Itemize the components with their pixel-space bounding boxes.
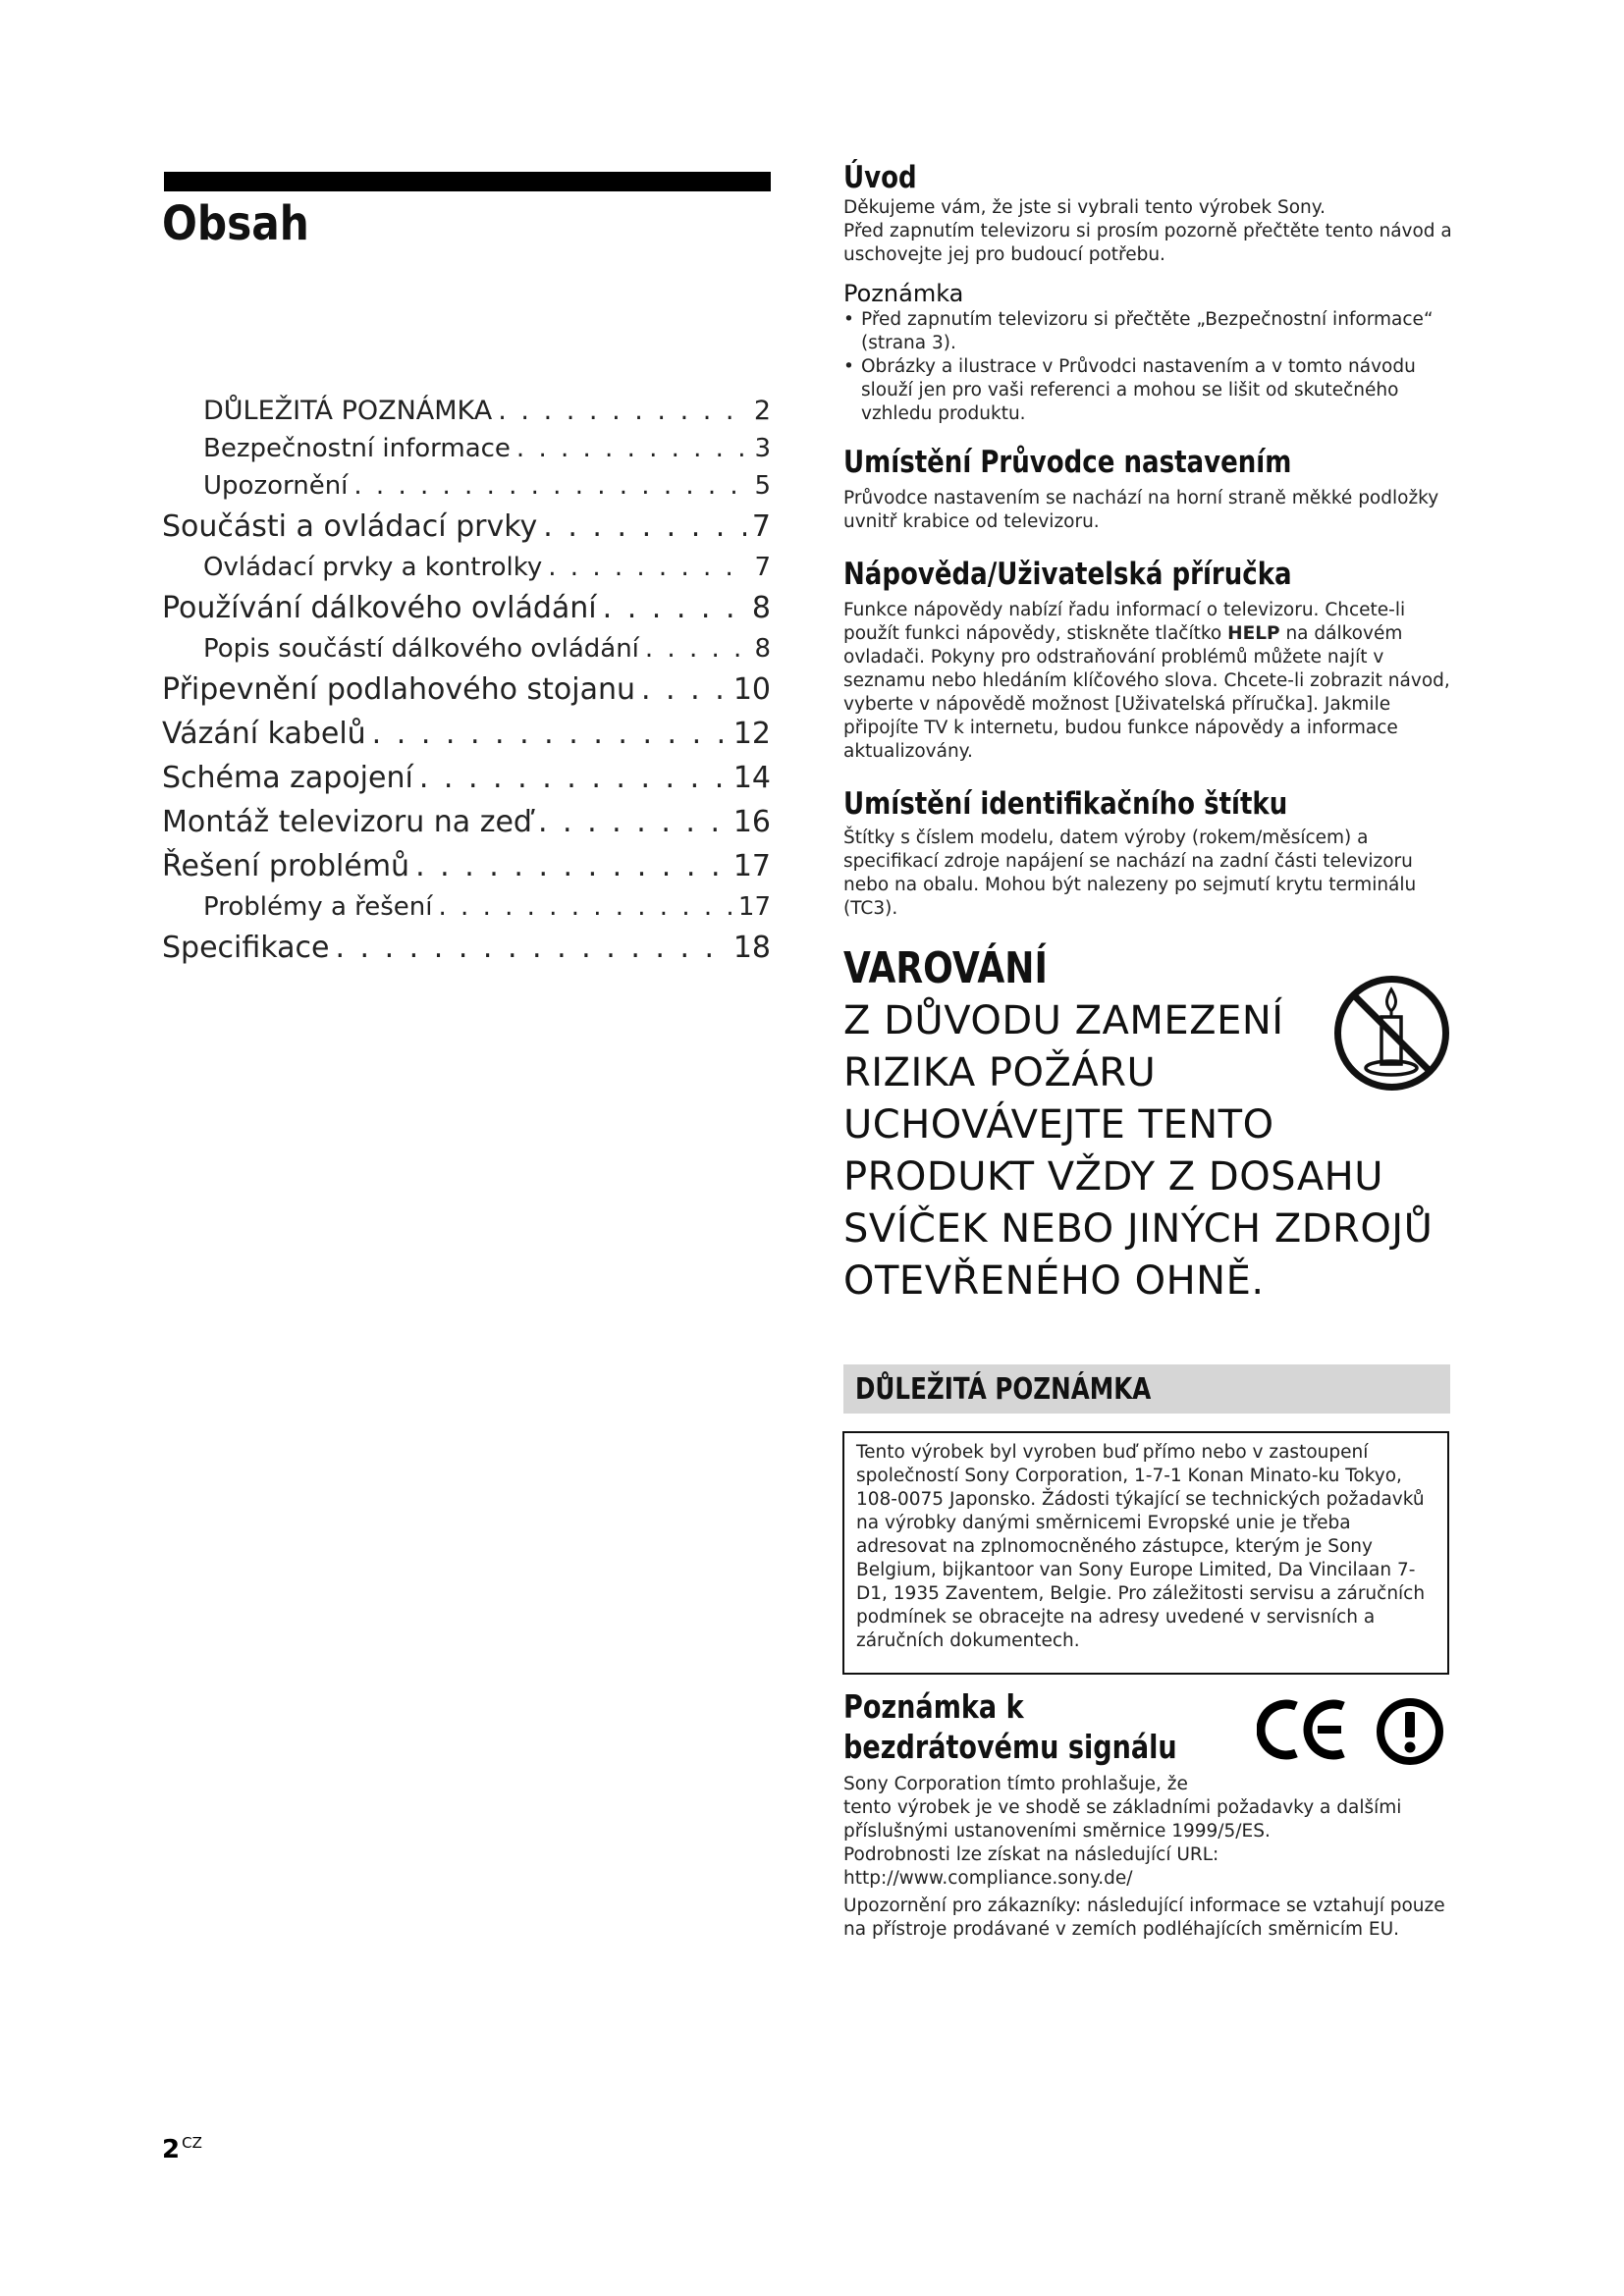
toc-entry[interactable] [162,926,771,970]
help-heading: Nápověda/Uživatelská příručka [843,557,1292,592]
customer-note: Upozornění pro zákazníky: následující informace se vztahují pouze na přístroje prodávané v zemích podléhajících směrnicím EU. [843,1896,1445,1940]
toc-entry[interactable] [162,712,771,756]
toc-entry-label: Bezpečnostní informace [203,434,511,463]
toc-title: Obsah [162,196,309,251]
toc-entry-page: 17 [732,849,771,883]
toc-entry-label: Připevnění podlahového stojanu [162,672,635,707]
warning-line: UCHOVÁVEJTE TENTO [843,1102,1274,1148]
help-text-part: na dálkovém ovladači. Pokyny pro odstraňování problémů můžete najít v seznamu nebo hledáním klíčového slova. Chcete-li zobrazit návod, vyberte v nápovědě možnost [Uživatelská příručka]. Jakmile připojíte TV k internetu, budou funkce nápovědy a informace aktualizovány. [843,623,1450,762]
toc-entry-label: Specifikace [162,931,330,965]
toc-entry-page: 5 [754,471,771,501]
toc-entry-page: 8 [751,591,771,625]
title-rule [164,172,771,191]
intro-text: Před zapnutím televizoru si prosím pozorně přečtěte tento návod a uschovejte jej pro budoucí potřebu. [843,221,1452,265]
ce-mark-icon [1257,1698,1350,1761]
important-notice-title: DŮLEŽITÁ POZNÁMKA [855,1372,1152,1407]
wireless-heading: Poznámka k bezdrátovému signálu [843,1687,1177,1766]
page-number [162,2134,202,2164]
page-number-value: 2 [162,2135,181,2164]
warning-line: Z DŮVODU ZAMEZENÍ [843,998,1284,1043]
note-bullet: • Obrázky a ilustrace v Průvodci nastavením a v tomto návodu slouží jen pro vaši referenci a mohou se lišit od skutečného vzhledu produktu. [843,355,1452,426]
wireless-text: Sony Corporation tímto prohlašuje, že [843,1774,1188,1794]
table-of-contents [162,393,771,970]
toc-entry-label: Používání dálkového ovládání [162,591,597,625]
compliance-url[interactable]: http://www.compliance.sony.de/ [843,1868,1133,1889]
alert-class2-icon [1375,1696,1445,1767]
toc-entry[interactable] [162,505,771,549]
warning-line: SVÍČEK NEBO JINÝCH ZDROJŮ [843,1206,1434,1252]
help-text-part: Funkce nápovědy nabízí řadu informací o televizoru. Chcete-li použít funkci nápovědy, stiskněte tlačítko [843,600,1406,644]
warning-line: PRODUKT VŽDY Z DOSAHU [843,1154,1384,1200]
toc-entry[interactable] [162,430,771,467]
toc-entry[interactable] [162,467,771,505]
toc-entry[interactable] [162,667,771,712]
toc-entry[interactable] [162,586,771,630]
toc-entry-label: Ovládací prvky a kontrolky [203,553,543,582]
toc-entry-label: Součásti a ovládací prvky [162,509,538,544]
toc-entry-page: 7 [754,553,771,582]
toc-entry-page: 17 [737,892,771,922]
note-heading: Poznámka [843,280,964,307]
wireless-text: tento výrobek je ve shodě se základními požadavky a dalšími příslušnými ustanoveními směrnice 1999/5/ES. [843,1797,1402,1842]
intro-heading: Úvod [843,160,917,195]
toc-entry-page: 3 [754,434,771,463]
label-text: Štítky s číslem modelu, datem výroby (rokem/měsícem) a specifikací zdroje napájení se nachází na zadní části televizoru nebo na obalu. Mohou být nalezeny po sejmutí krytu terminálu (TC3). [843,828,1417,919]
note-bullet: • Před zapnutím televizoru si přečtěte „Bezpečnostní informace“ (strana 3). [843,308,1452,355]
warning-heading: VAROVÁNÍ [843,943,1048,993]
toc-entry[interactable] [162,549,771,586]
toc-entry[interactable] [162,800,771,844]
toc-entry[interactable] [162,888,771,926]
important-notice-text: Tento výrobek byl vyroben buď přímo nebo v zastoupení společností Sony Corporation, 1-7-1 Konan Minato-ku Tokyo, 108-0075 Japonsko. Žádosti týkající se technických požadavků na výrobky danými směrnicemi Evropské unie je třeba adresovat na zplnomocněného zástupce, kterým je Sony Belgium, bijkantoor van Sony Europe Limited, Da Vincilaan 7-D1, 1935 Zaventem, Belgie. Pro záležitosti servisu a záručních podmínek se obracejte na adresy uvedené v servisních a záručních dokumentech. [856,1442,1426,1651]
toc-entry-page: 16 [732,805,771,839]
warning-line: OTEVŘENÉHO OHNĚ. [843,1258,1265,1304]
toc-entry-page: 18 [732,931,771,965]
warning-line: RIZIKA POŽÁRU [843,1050,1157,1095]
toc-entry-page: 10 [732,672,771,707]
toc-entry-page: 8 [754,634,771,664]
toc-entry-label: Řešení problémů [162,849,410,883]
help-key: HELP [1227,623,1280,644]
toc-entry-label: Schéma zapojení [162,761,413,795]
toc-entry-label: Problémy a řešení [203,892,433,922]
toc-entry[interactable] [162,844,771,888]
intro-text: Děkujeme vám, že jste si vybrali tento výrobek Sony. [843,197,1326,218]
wireless-body [843,1773,1452,1942]
toc-entry-page: 7 [751,509,771,544]
setup-guide-text: Průvodce nastavením se nachází na horní straně měkké podložky uvnitř krabice od televizoru. [843,488,1439,532]
right-column [843,159,1452,1308]
toc-entry-page: 2 [753,396,771,426]
page-language: CZ [182,2134,202,2152]
help-text [843,599,1452,764]
toc-entry-label: Vázání kabelů [162,717,366,751]
toc-entry-label: Upozornění [203,471,349,501]
no-candle-icon [1330,972,1453,1095]
label-heading: Umístění identifikačního štítku [843,786,1288,822]
toc-entry-label: Montáž televizoru na zeď [162,805,532,839]
toc-entry[interactable] [162,756,771,800]
toc-entry[interactable] [162,393,771,430]
important-notice-box [842,1431,1449,1675]
toc-entry-page: 12 [732,717,771,751]
toc-entry-label: Popis součástí dálkového ovládání [203,634,639,664]
setup-guide-heading: Umístění Průvodce nastavením [843,445,1292,480]
toc-entry-label: DŮLEŽITÁ POZNÁMKA [203,396,493,426]
toc-entry[interactable] [162,630,771,667]
toc-entry-page: 14 [732,761,771,795]
wireless-text: Podrobnosti lze získat na následující URL: [843,1844,1219,1865]
